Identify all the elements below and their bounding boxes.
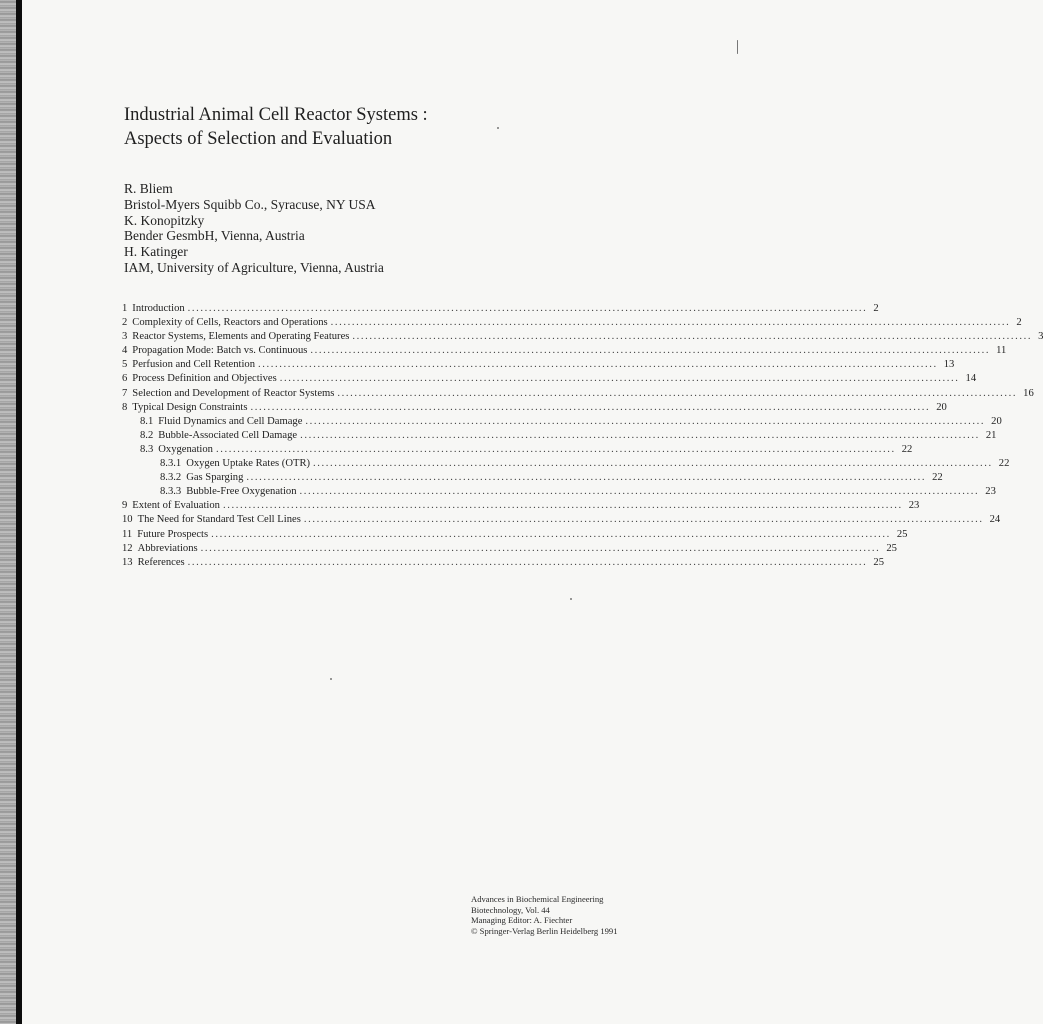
toc-page-number: 2 [873,303,879,314]
toc-entry-number: 1 [122,303,128,314]
toc-entry-number: 6 [122,373,128,385]
toc-entry-label: Oxygenation [158,443,213,455]
toc-entry-title [122,499,220,513]
toc-entry-label: Oxygen Uptake Rates (OTR) [186,458,311,470]
toc-leader-dots: ................................................................................................................................................................ [222,500,903,512]
toc-entry-number: 9 [122,500,128,512]
toc-entry [122,330,1043,344]
toc-entry-label: Fluid Dynamics and Cell Damage [158,415,303,427]
toc-entry-label: Reactor Systems, Elements and Operating Features [132,331,350,343]
toc-entry-title [140,429,297,443]
toc-entry-title [160,485,297,499]
toc-page-number: 3 [1038,331,1043,343]
toc-entry [122,443,913,457]
toc-leader-dots: ................................................................................................................................................................ [299,486,980,498]
toc-page-number: 20 [991,415,1002,427]
toc-leader-dots: ................................................................................................................................................................ [258,359,938,371]
toc-entry [122,471,943,485]
scan-binding-edge [0,0,22,1024]
toc-entry-number: 8 [122,401,128,413]
toc-leader-dots: ................................................................................................................................................................ [303,514,984,526]
author-affiliation: Bender GesmbH, Vienna, Austria [124,228,305,244]
toc-entry-number: 2 [122,317,128,329]
scan-speck [497,127,499,129]
toc-entry-title [140,443,213,457]
toc-entry-number: 7 [122,387,128,399]
toc-leader-dots: ................................................................................................................................................................ [215,443,896,455]
toc-entry-label: Selection and Development of Reactor Systems [132,387,335,399]
toc-entry-title [122,528,208,542]
toc-entry [122,556,884,570]
toc-leader-dots: ................................................................................................................................................................ [246,472,927,484]
toc-page-number: 22 [932,472,943,484]
toc-entry-title [160,471,243,485]
toc-entry [122,302,879,316]
toc-leader-dots: ................................................................................................................................................................ [310,345,991,357]
toc-entry-label: Perfusion and Cell Retention [132,359,255,371]
toc-entry-number: 8.3 [140,443,154,455]
toc-entry-number: 8.3.3 [160,486,182,498]
chapter-title [124,103,428,151]
scan-speck [570,598,572,600]
table-of-contents [122,302,1043,570]
toc-entry [122,429,997,443]
toc-entry-title [122,372,277,386]
toc-page-number: 2 [1016,317,1022,329]
toc-entry-title [140,415,302,429]
toc-leader-dots: ................................................................................................................................................................ [200,542,881,554]
toc-entry [122,372,977,386]
toc-leader-dots: ................................................................................................................................................................ [187,303,868,314]
publication-footer [471,894,618,936]
author-list [124,181,384,276]
toc-entry-number: 8.3.1 [160,458,182,470]
toc-entry-number: 4 [122,345,128,357]
toc-entry-label: Process Definition and Objectives [132,373,277,385]
toc-entry [122,542,897,556]
toc-entry [122,457,1010,471]
toc-entry-number: 11 [122,528,133,540]
toc-page-number: 25 [873,556,884,568]
chapter-title-line-1: Industrial Animal Cell Reactor Systems : [124,105,428,125]
toc-leader-dots: ................................................................................................................................................................ [337,387,1018,399]
toc-entry-title [122,316,328,330]
toc-page-number: 23 [985,486,996,498]
toc-leader-dots: ................................................................................................................................................................ [250,401,931,413]
toc-entry-title [122,330,349,344]
toc-entry [122,499,920,513]
toc-leader-dots: ................................................................................................................................................................ [187,556,868,568]
scan-speck [737,40,738,54]
toc-entry-number: 8.2 [140,429,154,441]
toc-page-number: 24 [989,514,1001,526]
toc-leader-dots: ................................................................................................................................................................ [352,331,1033,343]
toc-leader-dots: ................................................................................................................................................................ [279,373,960,385]
author-name: H. Katinger [124,244,188,260]
toc-entry-label: Complexity of Cells, Reactors and Operations [132,317,328,329]
toc-entry-label: Gas Sparging [186,472,244,484]
toc-entry-title [122,401,247,415]
toc-entry-label: Introduction [132,303,185,314]
toc-leader-dots: ................................................................................................................................................................ [300,429,980,441]
toc-entry-number: 8.3.2 [160,472,182,484]
toc-page-number: 22 [901,443,913,455]
toc-entry-title [160,457,310,471]
toc-entry-number: 5 [122,359,128,371]
toc-entry-label: Extent of Evaluation [132,500,220,512]
toc-page-number: 14 [965,373,977,385]
author-affiliation: IAM, University of Agriculture, Vienna, Austria [124,259,384,275]
toc-entry-number: 8.1 [140,415,154,427]
toc-entry-title [122,344,307,358]
toc-entry-title [122,358,255,372]
toc-entry-title [122,513,301,527]
toc-entry-label: References [137,556,185,568]
toc-leader-dots: ................................................................................................................................................................ [313,458,993,470]
toc-entry-number: 12 [122,542,133,554]
scan-speck [330,678,332,680]
toc-entry [122,401,947,415]
toc-leader-dots: ................................................................................................................................................................ [305,415,986,427]
toc-entry-label: Bubble-Free Oxygenation [186,486,297,498]
toc-leader-dots: ................................................................................................................................................................ [330,317,1011,329]
toc-entry [122,513,1001,527]
footer-line: © Springer-Verlag Berlin Heidelberg 1991 [471,925,618,936]
author-name: R. Bliem [124,181,173,196]
toc-entry [122,316,1022,330]
toc-page-number: 25 [886,542,897,554]
author-affiliation: Bristol-Myers Squibb Co., Syracuse, NY USA [124,196,376,212]
toc-entry-label: Propagation Mode: Batch vs. Continuous [132,345,308,357]
toc-entry [122,358,955,372]
chapter-title-line-2: Aspects of Selection and Evaluation [124,129,393,149]
toc-page-number: 23 [908,500,920,512]
toc-page-number: 11 [996,345,1007,357]
toc-entry-title [122,387,334,401]
toc-entry-number: 10 [122,514,133,526]
footer-line: Biotechnology, Vol. 44 [471,904,550,915]
footer-line: Advances in Biochemical Engineering [471,894,604,904]
toc-entry [122,387,1034,401]
toc-leader-dots: ................................................................................................................................................................ [211,528,891,540]
toc-entry-label: Abbreviations [137,542,198,554]
toc-entry [122,528,908,542]
author-name: K. Konopitzky [124,212,205,228]
toc-entry-label: The Need for Standard Test Cell Lines [137,514,301,526]
toc-entry-number: 3 [122,331,128,343]
toc-entry-label: Bubble-Associated Cell Damage [158,429,298,441]
toc-entry [122,485,996,499]
toc-page-number: 21 [985,429,997,441]
toc-entry-label: Future Prospects [137,528,209,540]
toc-entry [122,344,1007,358]
toc-entry-title [122,542,198,556]
toc-entry-title [122,556,185,570]
toc-page-number: 22 [998,458,1010,470]
toc-entry-number: 13 [122,556,133,568]
toc-page-number: 16 [1023,387,1034,399]
toc-entry-title [122,302,185,316]
toc-entry [122,415,1002,429]
toc-page-number: 20 [936,401,947,413]
toc-page-number: 13 [943,359,955,371]
footer-line: Managing Editor: A. Fiechter [471,915,573,926]
toc-entry-label: Typical Design Constraints [132,401,248,413]
toc-page-number: 25 [896,528,908,540]
